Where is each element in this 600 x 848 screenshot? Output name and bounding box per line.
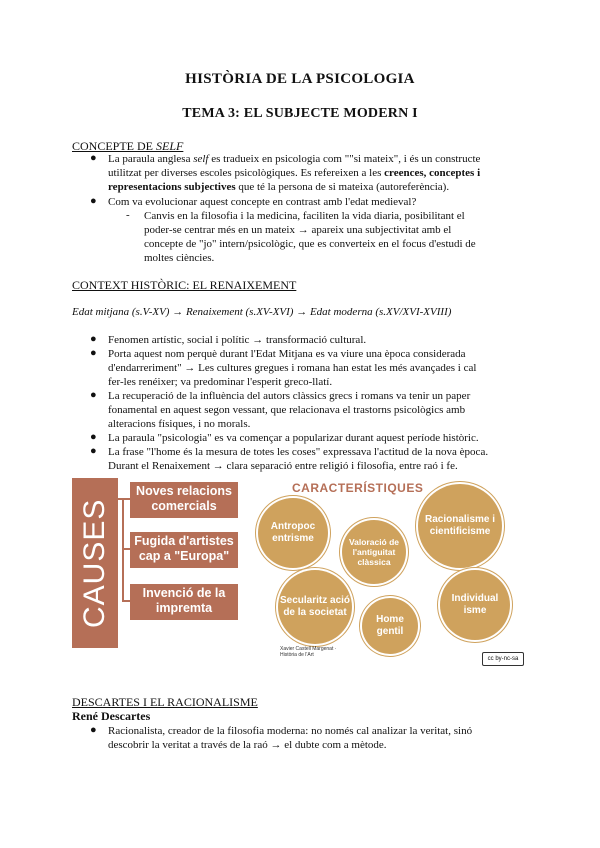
circle-racionalisme: Racionalisme i cientificisme	[418, 484, 502, 568]
paragraph-self-definition	[108, 152, 528, 194]
paragraph-home-mesura	[108, 445, 528, 473]
bullet-dot: ●	[90, 195, 97, 207]
text-line: descobrir la veritat a través de la raó → el dubte com a mètode.	[108, 739, 387, 751]
circle-home-gentil: Home gentil	[362, 598, 418, 654]
text-bold: creences, conceptes i	[384, 167, 481, 179]
descartes-name: René Descartes	[72, 709, 151, 723]
text-line: Racionalista, creador de la filosofia moderna: no només cal analizar la veritat, sinó	[108, 725, 473, 737]
connector-line	[122, 498, 124, 602]
heading-text: CONCEPTE DE	[72, 139, 156, 153]
text-line: Durant el Renaixement → clara separació entre religió i filosofia, entre raó i fe.	[108, 460, 458, 472]
paragraph-subjectivity	[144, 209, 528, 265]
text-italic: self	[193, 153, 209, 165]
connector-line	[122, 548, 130, 550]
document-subtitle: TEMA 3: EL SUBJECTE MODERN I	[182, 106, 418, 121]
characteristics-diagram	[252, 478, 528, 668]
bullet-dot: ●	[90, 152, 97, 164]
text-line: Canvis en la filosofia i la medicina, faciliten la vida diaria, posibilitant el	[144, 210, 465, 222]
document-title: HISTÒRIA DE LA PSICOLOGIA	[185, 71, 415, 87]
causes-label: CAUSES	[78, 498, 111, 628]
bullet-dot: ●	[90, 724, 97, 736]
text-bold: representacions subjectives	[108, 181, 236, 193]
license-badge: cc by-nc-sa	[482, 652, 524, 666]
section-heading-context: CONTEXT HISTÒRIC: EL RENAIXEMENT	[72, 278, 297, 292]
timeline-line: Edat mitjana (s.V-XV) → Renaixement (s.XV-XVI) → Edat moderna (s.XV/XVI-XVIII)	[72, 306, 452, 318]
paragraph-psicologia: La paraula "psicologia" es va començar a popularizar durant aquest període històric.	[108, 432, 479, 444]
text-run: La paraula anglesa	[108, 153, 194, 165]
paragraph-nom	[108, 347, 528, 389]
text-run: que té la persona de si mateixa (autoreferència).	[235, 181, 450, 193]
section-heading-descartes: DESCARTES I EL RACIONALISME	[72, 695, 258, 709]
cause-item-2: Fugida d'artistes cap a "Europa"	[130, 532, 238, 568]
text-line: La frase "l'home és la mesura de totes les coses" expressava l'actitud de la nova època.	[108, 446, 489, 458]
paragraph-descartes	[108, 724, 528, 752]
text-run: es tradueix en psicologia com ""si mateix", i és un constructe	[208, 153, 481, 165]
connector-line	[118, 498, 130, 500]
text-line: fonamental en aquest segon vessant, que relacionava el trastorns psicològics amb	[108, 404, 466, 416]
text-line: Porta aquest nom perquè durant l'Edat Mitjana es va viure una època considerada	[108, 348, 466, 360]
text-line: La recuperació de la influència del autors clàssics grecs i romans va tenir un paper	[108, 390, 471, 402]
text-line: concepte de "jo" intern/psicològic, que es converteix en el focus d'estudi de	[144, 238, 476, 250]
text-line: poder-se centrar més en un mateix → apareix una subjectivitat amb el	[144, 224, 452, 236]
circle-individualisme: Individual isme	[440, 570, 510, 640]
paragraph-recuperacio	[108, 389, 528, 431]
cause-item-1: Noves relacions comercials	[130, 482, 238, 518]
bullet-dot: ●	[90, 333, 97, 345]
bullet-dot: ●	[90, 431, 97, 443]
causes-diagram	[72, 478, 244, 648]
circle-antropocentrisme: Antropoc entrisme	[258, 498, 328, 568]
cause-item-3: Invenció de la impremta	[130, 584, 238, 620]
paragraph-question: Com va evolucionar aquest concepte en contrast amb l'edat medieval?	[108, 196, 417, 208]
text-line: d'endarreriment" → Les cultures gregues i romana han estat les més avançades i cal	[108, 362, 477, 374]
circle-secularitzacio: Secularitz ació de la societat	[278, 570, 352, 644]
bullet-dot: ●	[90, 445, 97, 457]
bullet-dot: ●	[90, 389, 97, 401]
bullet-dot: ●	[90, 347, 97, 359]
paragraph-fenomen: Fenomen artístic, social i polític → transformació cultural.	[108, 334, 367, 346]
image-credit: Xavier Castell Margenat · Història de l'Art	[280, 646, 337, 658]
heading-italic: SELF	[156, 139, 184, 153]
characteristics-title: CARACTERÍSTIQUES	[292, 481, 424, 495]
text-run: utilitzat per diverses escoles psicològiques. Es refereixen a les	[108, 167, 385, 179]
text-line: moltes ciències.	[144, 252, 215, 264]
text-line: alteracions físiques, i no morals.	[108, 418, 251, 430]
dash-marker: -	[126, 209, 130, 221]
circle-valoracio: Valoració de l'antiguitat clàssica	[342, 520, 406, 584]
text-line: fer-les renéixer; va predominar l'esperit greco-llatí.	[108, 376, 333, 388]
connector-line	[122, 600, 130, 602]
